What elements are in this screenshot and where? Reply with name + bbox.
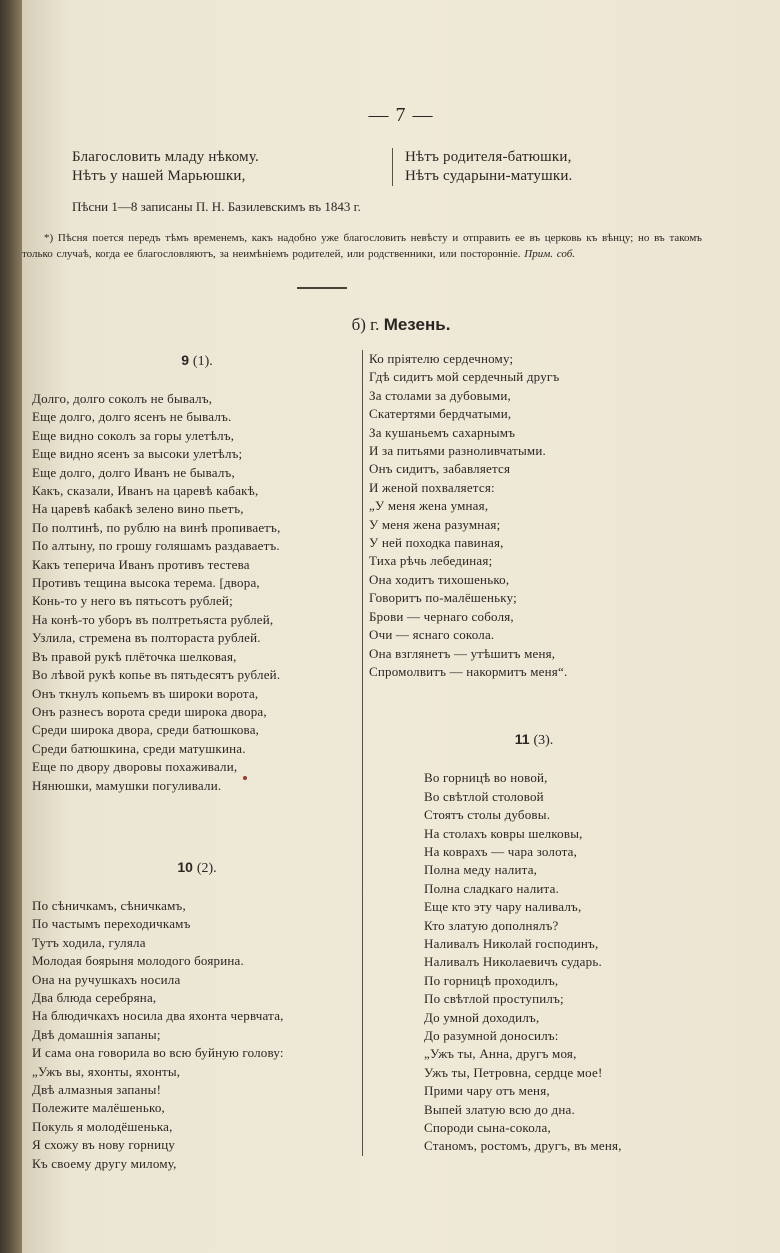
scan-binding-edge xyxy=(0,0,22,1253)
verse-line: И сама она говорила во всю буйную голову: xyxy=(32,1045,284,1061)
verse-line: По частымъ переходичкамъ xyxy=(32,916,191,932)
verse-line: „Ужъ вы, яхонты, яхонты, xyxy=(32,1063,181,1079)
verse-line: Полна сладкаго налита. xyxy=(424,880,560,896)
verse-line: Нянюшки, мамушки погуливали. xyxy=(32,777,222,793)
footnote-rule xyxy=(297,287,347,289)
verse-line: Ужъ ты, Петровна, сердце мое! xyxy=(424,1064,603,1080)
verse-line: Выпей златую всю до дна. xyxy=(424,1101,575,1117)
ink-speck xyxy=(243,776,247,780)
verse-line: На царевѣ кабакѣ зелено вино пьетъ, xyxy=(32,501,244,517)
song-heading-10 xyxy=(32,857,362,877)
footnote-attribution: Прим. соб. xyxy=(524,248,575,260)
verse-line: По алтыну, по грошу голяшамъ раздаваетъ. xyxy=(32,538,280,554)
verse-line: Двѣ алмазныя запаны! xyxy=(32,1082,162,1097)
verse-line: Покуль я молодёшенька, xyxy=(32,1118,173,1134)
verse-line: Гдѣ сидитъ мой сердечный другъ xyxy=(369,369,560,385)
verse-line: Полна меду налита, xyxy=(424,862,538,878)
verse-line: На конѣ-то уборъ въ полтретьяста рублей, xyxy=(32,611,274,627)
verse-line: До умной доходилъ, xyxy=(424,1009,540,1025)
verse-line: Конь-то у него въ пятьсотъ рублей; xyxy=(32,593,233,609)
verse-line: Онъ ткнулъ копьемъ въ широки ворота, xyxy=(32,685,259,701)
verse-line: У меня жена разумная; xyxy=(369,516,501,532)
verse-line: И за питьями разноливчатыми. xyxy=(369,443,546,459)
verse-line: Два блюда серебряна, xyxy=(32,989,157,1005)
verse-line: Она взглянетъ — утѣшитъ меня, xyxy=(369,645,556,661)
song-number: 11 xyxy=(514,731,530,748)
song-10-text xyxy=(32,897,362,1173)
verse-line: Брови — чернаго соболя, xyxy=(369,608,514,624)
verse-line: Противъ тещина высока терема. [двора, xyxy=(32,575,260,591)
verse-line: Она ходитъ тихошенько, xyxy=(369,571,510,587)
verse-line: Я схожу въ нову горницу xyxy=(32,1137,176,1153)
song-heading-11 xyxy=(369,729,699,749)
verse-line: Какъ теперича Иванъ противъ тестева xyxy=(32,556,250,572)
footnote xyxy=(22,230,702,262)
verse-line: Нѣтъ сударыни-матушки. xyxy=(405,168,573,184)
verse-line: До разумной доносилъ: xyxy=(424,1028,559,1043)
song-10-continuation xyxy=(369,350,699,681)
verse-line: Полежите малёшенько, xyxy=(32,1100,165,1116)
intro-left-column xyxy=(72,148,362,186)
verse-line: За столами за дубовыми, xyxy=(369,387,511,403)
verse-line: У ней походка павиная, xyxy=(369,535,504,551)
verse-line: Тутъ ходила, гуляла xyxy=(32,934,146,950)
verse-line: Къ своему другу милому, xyxy=(32,1155,177,1171)
verse-line: Двѣ домашнія запаны; xyxy=(32,1026,161,1042)
verse-line: Еще кто эту чару наливалъ, xyxy=(424,899,582,915)
verse-line: Прими чару отъ меня, xyxy=(424,1083,550,1099)
section-title xyxy=(22,315,780,335)
verse-line: По свѣтлой проступилъ; xyxy=(424,991,564,1007)
verse-line: Станомъ, ростомъ, другъ, въ меня, xyxy=(424,1138,622,1154)
verse-line: Еще видно соколъ за горы улетѣлъ, xyxy=(32,427,235,443)
verse-line: Узлила, стремена въ полтораста рублей. xyxy=(32,630,261,646)
verse-line: По полтинѣ, по рублю на винѣ пропиваетъ, xyxy=(32,519,281,535)
verse-line: И женой похваляется: xyxy=(369,479,495,495)
verse-line: Она на ручушкахъ носила xyxy=(32,971,181,987)
song-subnumber: (1). xyxy=(192,354,213,369)
section-prefix: б) г. xyxy=(351,315,380,334)
verse-line: Спороди сына-сокола, xyxy=(424,1120,551,1136)
source-note: Пѣсни 1—8 записаны П. Н. Базилевскимъ въ 1843 г. xyxy=(72,199,361,214)
verse-line: Говоритъ по-малёшеньку; xyxy=(369,590,517,606)
verse-line: На коврахъ — чара золота, xyxy=(424,843,578,859)
verse-line: Скатертями бердчатыми, xyxy=(369,406,512,422)
verse-line: Очи — яснаго сокола. xyxy=(369,627,495,643)
intro-right-column xyxy=(392,148,715,186)
verse-line: „У меня жена умная, xyxy=(369,498,489,514)
verse-line: Кто златую дополнялъ? xyxy=(424,917,559,933)
song-11-text xyxy=(369,769,699,1156)
verse-line: Наливалъ Николай господинъ, xyxy=(424,935,599,951)
page-number: — 7 — xyxy=(368,104,434,126)
song-number: 10 xyxy=(177,858,193,875)
song-subnumber: (2). xyxy=(196,860,217,876)
verse-line: Онъ сидитъ, забавляется xyxy=(369,461,511,477)
song-heading-9 xyxy=(32,350,362,370)
verse-line: Еще долго, долго Иванъ не бывалъ, xyxy=(32,464,235,480)
verse-line: Во лѣвой рукѣ копье въ пятьдесятъ рублей. xyxy=(32,667,281,683)
verse-line: Еще видно ясенъ за высоки улетѣлъ; xyxy=(32,446,243,462)
verse-line: „Ужъ ты, Анна, другъ моя, xyxy=(424,1046,577,1062)
verse-line: По горницѣ проходилъ, xyxy=(424,972,559,988)
verse-line: Долго, долго соколъ не бывалъ, xyxy=(32,391,213,406)
verse-line: Молодая боярыня молодого боярина. xyxy=(32,953,244,969)
verse-line: Нѣтъ родителя-батюшки, xyxy=(405,149,572,165)
section-place: Мезень. xyxy=(383,315,451,334)
right-column xyxy=(362,350,699,1156)
book-page xyxy=(22,0,780,1253)
verse-line: Тиха рѣчь лебединая; xyxy=(369,553,493,569)
verse-line: Во свѣтлой столовой xyxy=(424,788,544,804)
verse-line: Среди широка двора, среди батюшкова, xyxy=(32,722,260,738)
song-number: 9 xyxy=(181,352,190,368)
verse-line: Какъ, сказали, Иванъ на царевѣ кабакѣ, xyxy=(32,483,259,499)
verse-line: На блюдичкахъ носила два яхонта червчата, xyxy=(32,1008,284,1024)
footnote-text: *) Пѣсня поется передъ тѣмъ временемъ, какъ надобно уже благословить невѣсту и отправить ее въ церковь къ вѣнцу; но въ такомъ только случаѣ, когда ее благословляютъ, за неимѣніемъ родителей, или родственники, или посторонніе. xyxy=(22,232,702,260)
verse-line: Во горницѣ во новой, xyxy=(424,770,548,786)
left-column xyxy=(32,350,362,1173)
verse-line: Благословить младу нѣкому. xyxy=(72,149,259,165)
verse-line: Наливалъ Николаевичъ сударь. xyxy=(424,954,602,970)
song-subnumber: (3). xyxy=(533,733,554,749)
verse-line: По сѣничкамъ, сѣничкамъ, xyxy=(32,897,186,913)
verse-line: Онъ разнесъ ворота среди широка двора, xyxy=(32,703,267,719)
verse-line: Еще по двору дворовы похаживали, xyxy=(32,759,238,775)
song-9-text xyxy=(32,390,362,795)
verse-line: Спромолвитъ — накормитъ меня“. xyxy=(369,663,568,679)
verse-line: Ко пріятелю сердечному; xyxy=(369,351,514,366)
verse-line: На столахъ ковры шелковы, xyxy=(424,825,583,841)
verse-line: Среди батюшкина, среди матушкина. xyxy=(32,740,246,756)
verse-line: Въ правой рукѣ плёточка шелковая, xyxy=(32,648,237,664)
verse-line: Еще долго, долго ясенъ не бывалъ. xyxy=(32,409,232,425)
verse-line: Стоятъ столы дубовы. xyxy=(424,807,551,823)
verse-line: Нѣтъ у нашей Марьюшки, xyxy=(72,168,246,184)
verse-line: За кушаньемъ сахарнымъ xyxy=(369,424,516,440)
